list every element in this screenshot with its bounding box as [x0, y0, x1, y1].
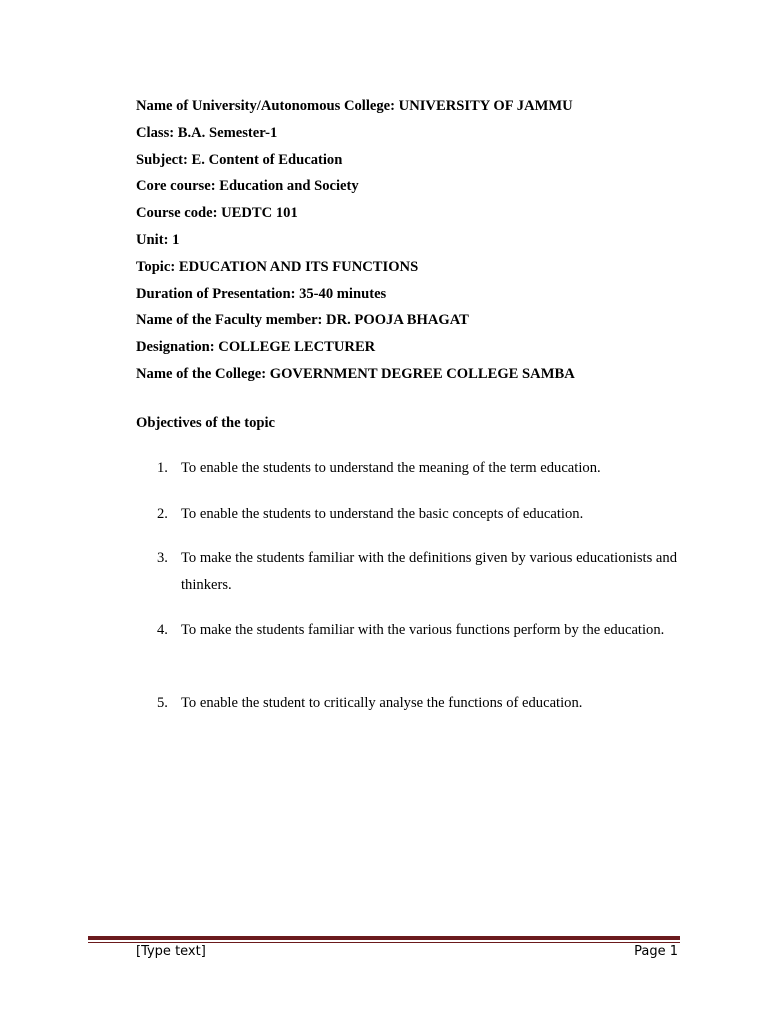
duration-line: Duration of Presentation: 35-40 minutes [136, 285, 387, 302]
list-item-number: 2. [157, 506, 168, 522]
list-item-text: To enable the students to understand the meaning of the term education. [181, 460, 601, 476]
faculty-line: Name of the Faculty member: DR. POOJA BHAGAT [136, 312, 469, 329]
list-item-text: To make the students familiar with the various functions perform by the education. [181, 622, 665, 638]
footer-placeholder-text: [Type text] [136, 944, 206, 959]
list-item-number: 5. [157, 695, 168, 711]
list-item-number: 4. [157, 622, 168, 638]
designation-line: Designation: COLLEGE LECTURER [136, 339, 376, 356]
subject-line: Subject: E. Content of Education [136, 151, 343, 168]
list-item [136, 545, 677, 599]
course-code-line: Course code: UEDTC 101 [136, 205, 298, 222]
university-line: Name of University/Autonomous College: UNIVERSITY OF JAMMU [136, 98, 573, 114]
unit-line: Unit: 1 [136, 231, 180, 248]
class-line: Class: B.A. Semester-1 [136, 124, 278, 141]
list-item-text: To make the students familiar with the definitions given by various educationists and thinkers. [181, 550, 677, 593]
objectives-heading: Objectives of the topic [136, 415, 276, 431]
list-item-number: 1. [157, 460, 168, 476]
course-info-block [136, 93, 696, 388]
list-item-text: To enable the student to critically analyse the functions of education. [181, 695, 583, 711]
footer-divider-thick [88, 936, 680, 940]
college-line: Name of the College: GOVERNMENT DEGREE COLLEGE SAMBA [136, 365, 575, 382]
topic-line: Topic: EDUCATION AND ITS FUNCTIONS [136, 258, 419, 275]
list-item-text: To enable the students to understand the basic concepts of education. [181, 506, 584, 522]
list-item [136, 455, 677, 482]
core-course-line: Core course: Education and Society [136, 178, 359, 195]
list-item [136, 501, 677, 528]
list-item [136, 617, 677, 644]
list-item [136, 690, 677, 717]
list-item-number: 3. [157, 550, 168, 566]
page-number: Page 1 [634, 944, 678, 959]
